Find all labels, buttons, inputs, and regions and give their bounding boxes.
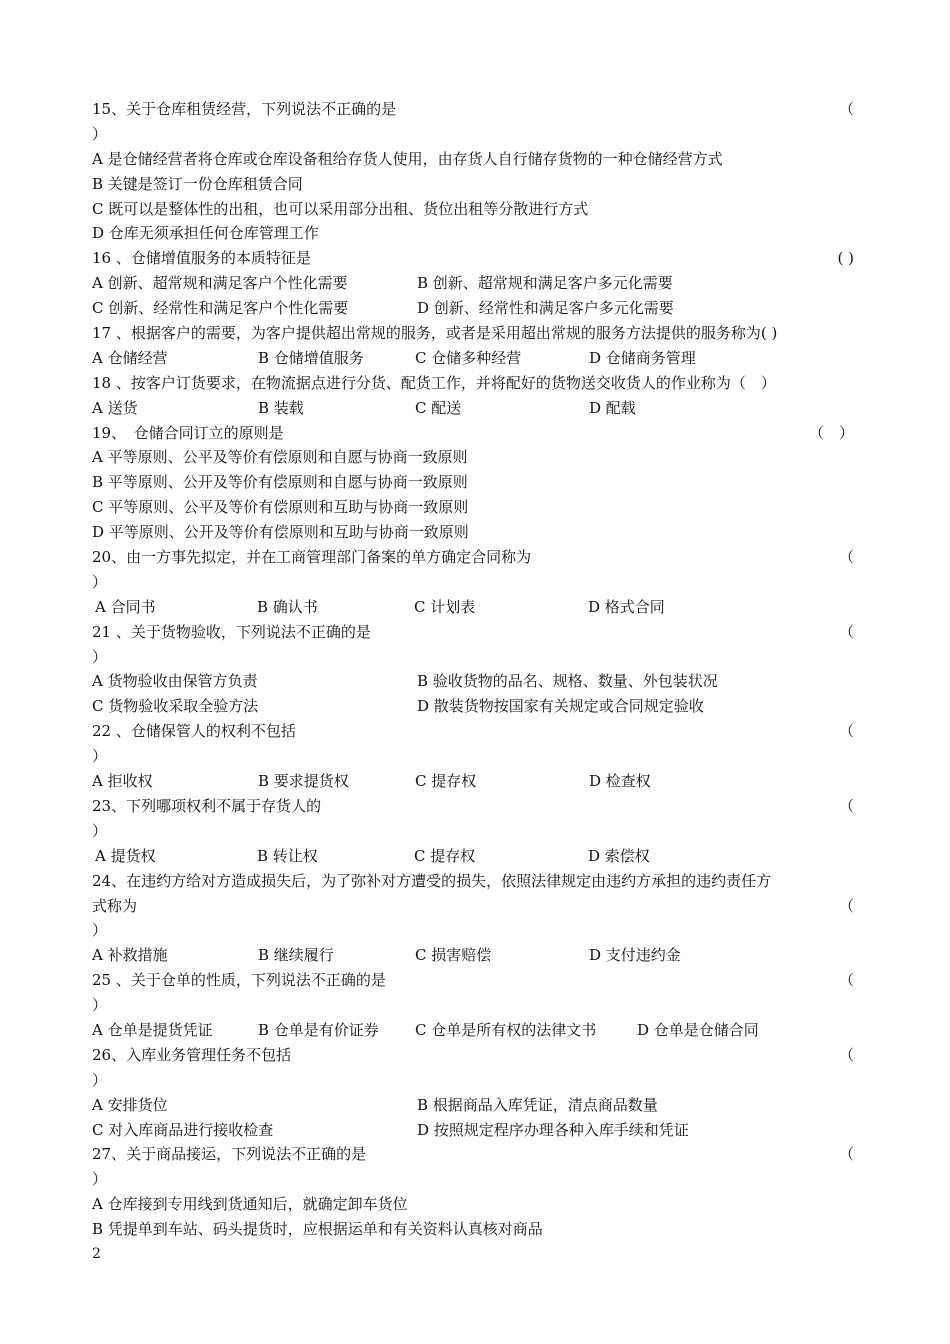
question-21-options-row-2 bbox=[92, 694, 858, 719]
question-27-bracket-close: ） bbox=[92, 1170, 108, 1189]
question-24-option-b: B 继续履行 bbox=[258, 946, 334, 965]
question-18-option-a: A 送货 bbox=[92, 398, 138, 417]
question-22-option-b: B 要求提货权 bbox=[258, 772, 349, 791]
question-21-option-d: D 散装货物按国家有关规定或合同规定验收 bbox=[417, 697, 704, 716]
question-15-stem: 15、关于仓库租赁经营，下列说法不正确的是 （ bbox=[92, 100, 854, 118]
question-22-bracket-close: ） bbox=[92, 747, 108, 766]
question-18-option-c: C 配送 bbox=[415, 398, 462, 417]
question-19-stem: 19、 仓储合同订立的原则是 （ ） bbox=[92, 423, 854, 442]
question-24-option-c: C 损害赔偿 bbox=[415, 946, 492, 965]
question-26-option-d: D 按照规定程序办理各种入库手续和凭证 bbox=[417, 1120, 689, 1139]
question-25-stem: 25 、关于仓单的性质，下列说法不正确的是 （ bbox=[92, 971, 854, 990]
question-18-option-b: B 装载 bbox=[258, 398, 304, 417]
question-17-option-a: A 仓储经营 bbox=[92, 348, 168, 367]
question-17-stem: 17 、根据客户的需要，为客户提供超出常规的服务，或者是采用超出常规的服务方法提供的服务称为( ) bbox=[92, 324, 778, 343]
question-20-option-b: B 确认书 bbox=[257, 597, 318, 616]
question-17-option-d: D 仓储商务管理 bbox=[589, 348, 696, 367]
question-18-option-d: D 配载 bbox=[589, 398, 636, 417]
question-16-option-d: D 创新、经常性和满足客户多元化需要 bbox=[417, 299, 674, 318]
question-20-bracket-close: ） bbox=[92, 572, 108, 591]
question-21-option-b: B 验收货物的品名、规格、数量、外包装状况 bbox=[417, 672, 718, 691]
question-26-bracket-close: ） bbox=[92, 1070, 108, 1089]
question-27-stem: 27、关于商品接运，下列说法不正确的是 （ bbox=[92, 1145, 854, 1164]
question-20-option-c: C 计划表 bbox=[414, 597, 476, 616]
question-22-option-c: C 提存权 bbox=[415, 772, 477, 791]
question-27-option-a: A 仓库接到专用线到货通知后，就确定卸车货位 bbox=[92, 1195, 408, 1214]
question-23-option-c: C 提存权 bbox=[414, 846, 476, 865]
question-17-option-c: C 仓储多种经营 bbox=[415, 348, 522, 367]
question-18-options bbox=[92, 396, 858, 421]
question-21-option-c: C 货物验收采取全验方法 bbox=[92, 697, 259, 716]
question-23-bracket-close: ） bbox=[92, 821, 108, 840]
question-20-options bbox=[92, 595, 858, 620]
question-23-stem: 23、下列哪项权利不属于存货人的 （ bbox=[92, 796, 854, 815]
question-24-bracket-close: ） bbox=[92, 921, 108, 940]
question-26-options-row-1 bbox=[92, 1093, 858, 1118]
question-15-option-c: C 既可以是整体性的出租，也可以采用部分出租、货位出租等分散进行方式 bbox=[92, 199, 589, 218]
question-25-option-d: D 仓单是仓储合同 bbox=[637, 1020, 759, 1039]
question-16-option-c: C 创新、经常性和满足客户个性化需要 bbox=[92, 299, 349, 318]
question-16-stem: 16 、仓储增值服务的本质特征是 ( ) bbox=[92, 249, 854, 268]
question-list bbox=[92, 97, 858, 1242]
question-21-bracket-close: ） bbox=[92, 647, 108, 666]
question-19-option-c: C 平等原则、公平及等价有偿原则和互助与协商一致原则 bbox=[92, 498, 469, 517]
question-19-option-d: D 平等原则、公开及等价有偿原则和互助与协商一致原则 bbox=[92, 523, 469, 542]
question-21-option-a: A 货物验收由保管方负责 bbox=[92, 672, 258, 691]
question-15-option-b: B 关键是签订一份仓库租赁合同 bbox=[92, 174, 303, 193]
question-25-option-b: B 仓单是有价证券 bbox=[258, 1020, 379, 1039]
question-16-options-row-2 bbox=[92, 296, 858, 321]
question-22-option-a: A 拒收权 bbox=[92, 772, 153, 791]
question-24-options bbox=[92, 943, 858, 968]
question-24-option-a: A 补救措施 bbox=[92, 946, 168, 965]
question-15-option-a: A 是仓储经营者将仓库或仓库设备租给存货人使用，由存货人自行储存货物的一种仓储经营方式 bbox=[92, 149, 723, 168]
question-23-option-a: A 提货权 bbox=[95, 846, 156, 865]
question-26-options-row-2 bbox=[92, 1118, 858, 1143]
page-number: 2 bbox=[92, 1246, 101, 1262]
question-23-option-b: B 转让权 bbox=[257, 846, 318, 865]
question-16-options-row-1 bbox=[92, 271, 858, 296]
question-27-option-b: B 凭提单到车站、码头提货时，应根据运单和有关资料认真核对商品 bbox=[92, 1220, 543, 1239]
question-26-option-a: A 安排货位 bbox=[92, 1095, 168, 1114]
question-24-option-d: D 支付违约金 bbox=[589, 946, 681, 965]
question-26-stem: 26、入库业务管理任务不包括 （ bbox=[92, 1045, 854, 1064]
question-23-options bbox=[92, 844, 858, 869]
question-16-option-a: A 创新、超常规和满足客户个性化需要 bbox=[92, 274, 348, 293]
question-20-stem: 20、由一方事先拟定，并在工商管理部门备案的单方确定合同称为 （ bbox=[92, 548, 854, 567]
question-25-bracket-close: ） bbox=[92, 996, 108, 1015]
question-19-option-a: A 平等原则、公平及等价有偿原则和自愿与协商一致原则 bbox=[92, 448, 468, 467]
question-25-options bbox=[92, 1018, 858, 1043]
question-15-bracket-close: ） bbox=[92, 124, 108, 143]
question-21-stem: 21 、关于货物验收，下列说法不正确的是 （ bbox=[92, 622, 854, 641]
question-18-stem: 18 、按客户订货要求，在物流据点进行分货、配货工作，并将配好的货物送交收货人的作业称为（ ） bbox=[92, 373, 776, 392]
question-17-option-b: B 仓储增值服务 bbox=[258, 348, 364, 367]
question-26-option-c: C 对入库商品进行接收检查 bbox=[92, 1120, 274, 1139]
question-21-options-row-1 bbox=[92, 669, 858, 694]
question-24-stem: 24、在违约方给对方造成损失后，为了弥补对方遭受的损失，依照法律规定由违约方承担的违约责任方 bbox=[92, 871, 772, 890]
question-15-option-d: D 仓库无须承担任何仓库管理工作 bbox=[92, 224, 319, 243]
question-19-option-b: B 平等原则、公开及等价有偿原则和自愿与协商一致原则 bbox=[92, 473, 468, 492]
question-25-option-a: A 仓单是提货凭证 bbox=[92, 1020, 213, 1039]
question-23-option-d: D 索偿权 bbox=[588, 846, 650, 865]
question-24-stem-cont: 式称为 （ bbox=[92, 896, 854, 915]
question-26-option-b: B 根据商品入库凭证，清点商品数量 bbox=[417, 1095, 658, 1114]
question-16-option-b: B 创新、超常规和满足客户多元化需要 bbox=[417, 274, 673, 293]
question-22-options bbox=[92, 769, 858, 794]
question-22-stem: 22 、仓储保管人的权利不包括 （ bbox=[92, 722, 854, 741]
question-17-options bbox=[92, 346, 858, 371]
question-20-option-a: A 合同书 bbox=[95, 597, 156, 616]
question-20-option-d: D 格式合同 bbox=[588, 597, 665, 616]
question-25-option-c: C 仓单是所有权的法律文书 bbox=[415, 1020, 597, 1039]
question-22-option-d: D 检查权 bbox=[589, 772, 651, 791]
